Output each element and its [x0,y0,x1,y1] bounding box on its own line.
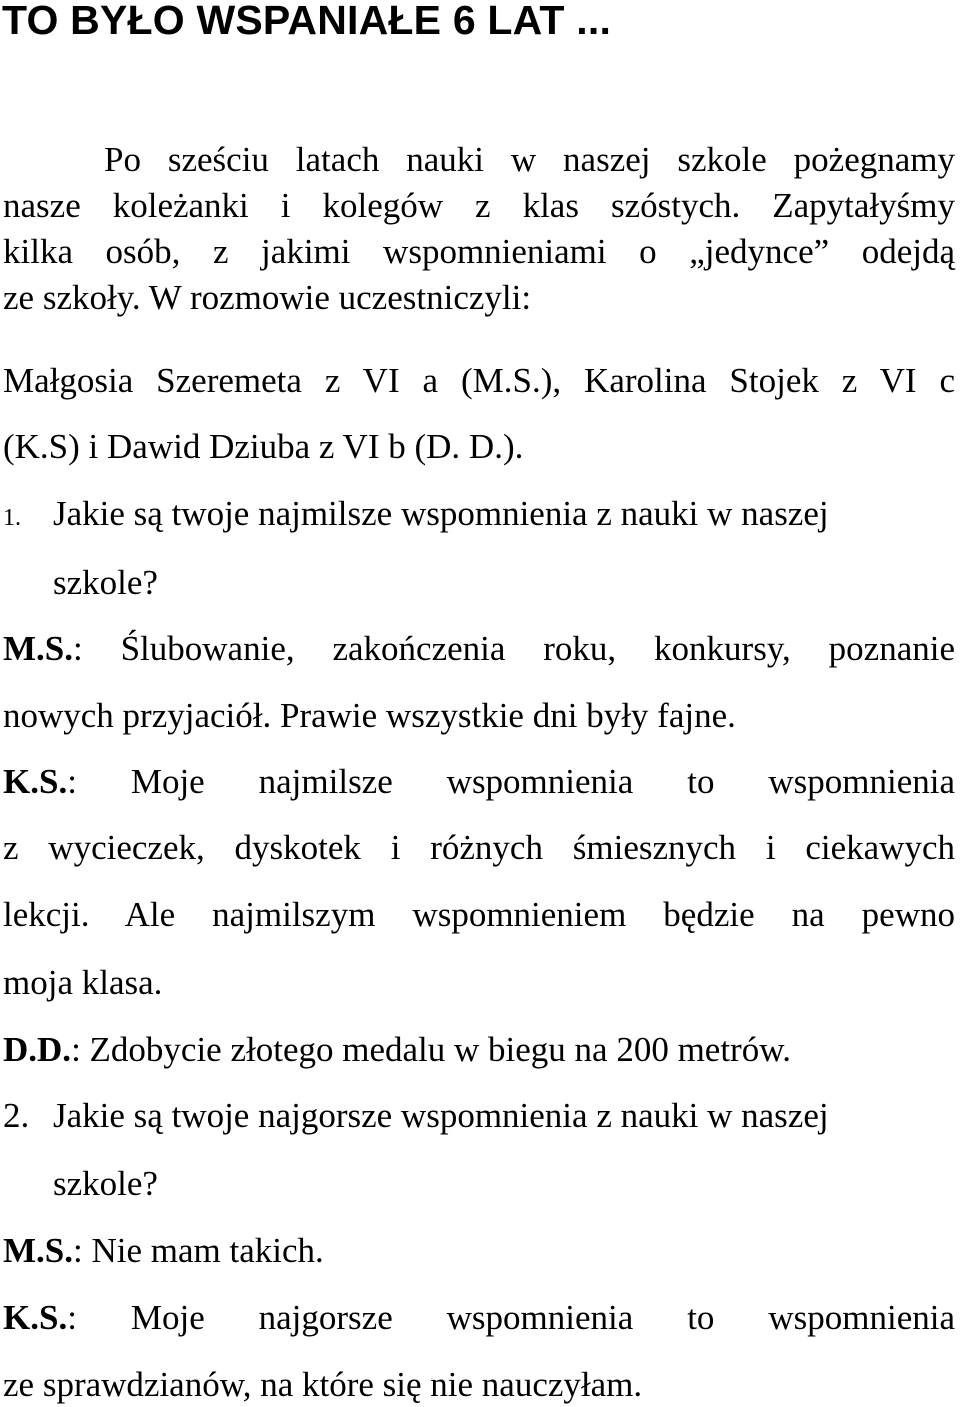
intro-line-3: kilka osób, z jakimi wspomnieniami o „jedynce” odejdą [3,232,955,271]
question-2-number: 2. [3,1096,30,1135]
question-2-line-1: Jakie są twoje najgorsze wspomnienia z nauki w naszej [53,1096,829,1135]
question-2 [3,1094,955,1138]
answer-ks-1-line-3: lekcji. Ale najmilszym wspomnieniem będzie na pewno [3,895,955,934]
intro-line-4: ze szkoły. W rozmowie uczestniczyli: [3,278,532,317]
answer-text: : Moje najmilsze wspomnienia to wspomnienia [67,762,955,801]
speaker-label: D.D. [3,1030,72,1069]
answer-ks-1 [3,760,955,804]
article-title: TO BYŁO WSPANIAŁE 6 LAT ... [2,0,612,43]
speaker-label: K.S. [3,762,68,801]
answer-ks-2-line-2: ze sprawdzianów, na które się nie nauczyłam. [3,1365,643,1404]
answer-ks-1-line-4: moja klasa. [3,963,163,1002]
answer-ms-2 [3,1229,955,1273]
answer-ks-1-line-2: z wycieczek, dyskotek i różnych śmiesznych i ciekawych [3,828,955,867]
question-1-line-1: Jakie są twoje najmilsze wspomnienia z nauki w naszej [53,494,829,533]
answer-dd-1 [3,1028,955,1072]
answer-text: : Ślubowanie, zakończenia roku, konkursy, poznanie [73,629,955,668]
question-1 [3,492,955,540]
answer-ms-1-line-2: nowych przyjaciół. Prawie wszystkie dni były fajne. [3,696,736,735]
answer-ms-1 [3,627,955,671]
question-1-line-2: szkole? [53,563,158,602]
speaker-label: K.S. [3,1298,68,1337]
speaker-label: M.S. [3,1231,73,1270]
intro-line-2: nasze koleżanki i kolegów z klas szóstych. Zapytałyśmy [3,186,955,225]
intro-line-1: Po sześciu latach nauki w naszej szkole pożegnamy [104,140,955,179]
answer-text: : Nie mam takich. [73,1231,324,1270]
participants-line-1: Małgosia Szeremeta z VI a (M.S.), Karolina Stojek z VI c [3,361,955,400]
answer-text: : Zdobycie złotego medalu w biegu na 200 metrów. [71,1030,791,1069]
participants-line-2: (K.S) i Dawid Dziuba z VI b (D. D.). [3,427,524,466]
speaker-label: M.S. [3,629,73,668]
answer-text: : Moje najgorsze wspomnienia to wspomnienia [67,1298,955,1337]
question-2-line-2: szkole? [53,1164,158,1203]
question-1-number: 1. [3,505,21,531]
answer-ks-2 [3,1296,955,1340]
